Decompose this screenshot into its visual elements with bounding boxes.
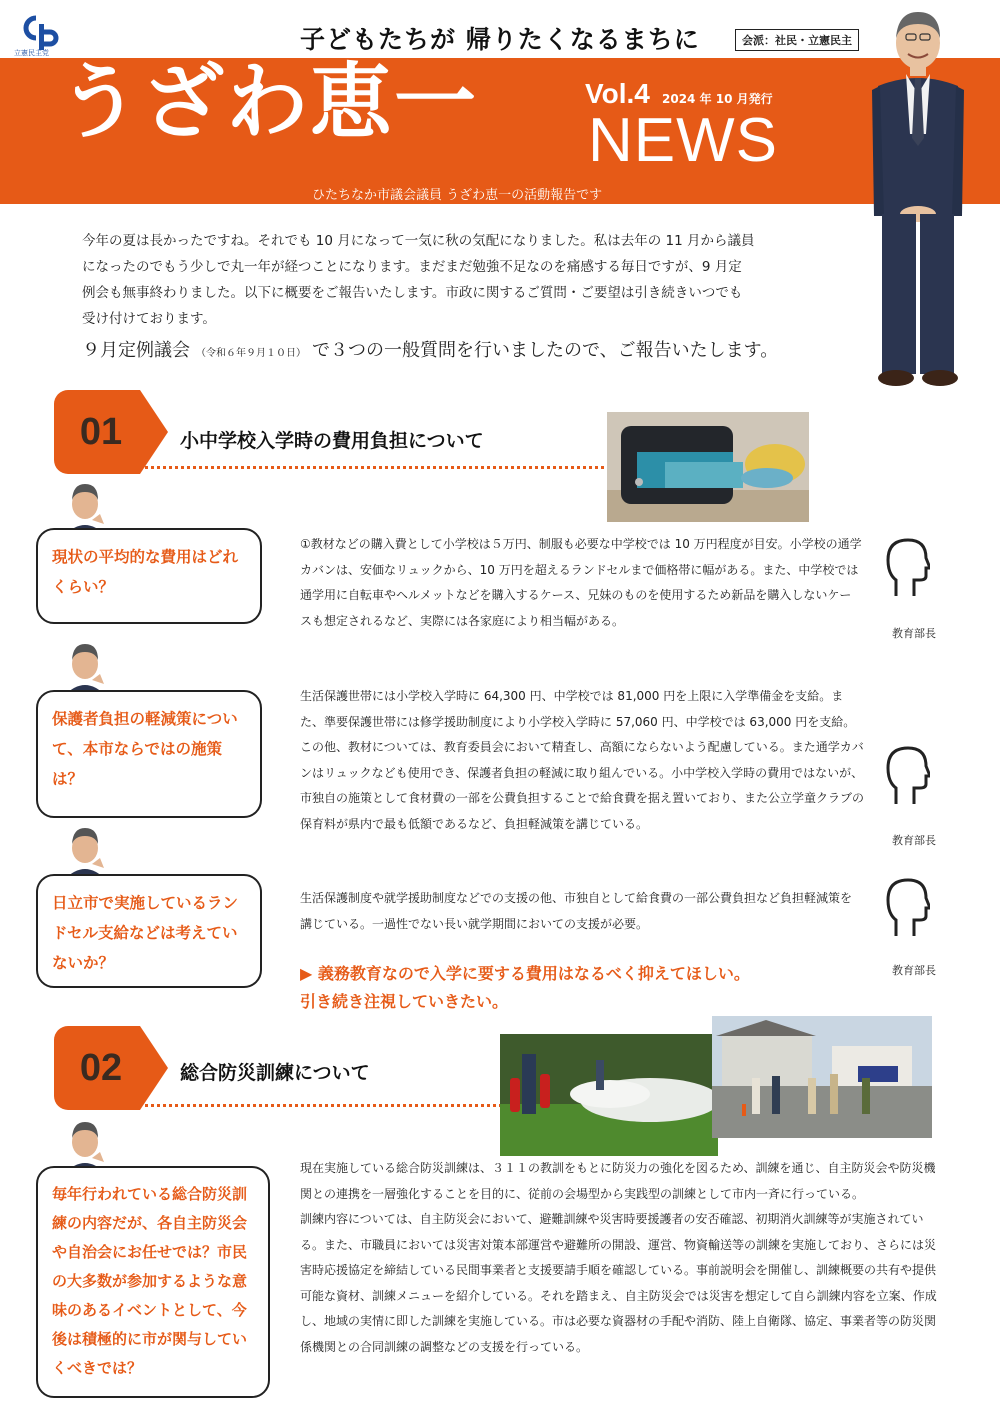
intro-line: になったのでもう少しで丸一年が経つことになります。まだまだ勉強不足なのを痛感する毎日ですが、9 月定 — [82, 259, 742, 275]
question-box — [36, 690, 262, 818]
answer-text — [300, 1156, 946, 1360]
session-date: （令和６年９月１０日） — [196, 348, 306, 359]
conclusion-line: ▶ 義務教育なので入学に要する費用はなるべく抑えてほしい。 — [300, 964, 750, 983]
question-box — [36, 528, 262, 624]
section-divider — [134, 1104, 502, 1107]
news-wordmark: NEWS — [588, 106, 778, 175]
councillor-avatar — [56, 824, 114, 880]
question-text: 毎年行われている総合防災訓練の内容だが、各自主防災会や自治会にお任せでは？市民の大多数が参加するような意味のあるイベントとして、今後は積極的に市が関与していくべきでは？ — [52, 1185, 248, 1377]
question-box — [36, 874, 262, 988]
fire-extinguisher-drill-photo — [500, 1034, 718, 1156]
answer-text: 生活保護制度や就学援助制度などでの支援の他、市独自として給食費の一部公費負担など負担軽減策を講じている。一過性でない長い就学期間においての支援が必要。 — [300, 891, 853, 931]
school-bag-photo — [607, 412, 809, 522]
head-silhouette-icon — [884, 876, 930, 942]
respondent-label: 教育部長 — [892, 834, 936, 847]
intro-line: 今年の夏は長かったですね。それでも 10 月になって一気に秋の気配になりました。私は去年の 11 月から議員 — [82, 233, 755, 249]
head-silhouette-icon — [884, 744, 930, 810]
section-divider — [134, 466, 610, 469]
session-name: ９月定例議会 — [82, 340, 190, 361]
question-box — [36, 1166, 270, 1398]
newsletter-subtitle: ひたちなか市議会議員 うざわ恵一の活動報告です — [312, 188, 603, 203]
party-logo-caption: 立憲民主党 — [14, 49, 49, 57]
answer-paragraph: 現在実施している総合防災訓練は、３１１の教訓をもとに防災力の強化を図るため、訓練を通じ、自主防災会や防災機関との連携を一層強化することを目的に、従前の会場型から実践型の訓練として市内一斉に行っている。 — [300, 1161, 936, 1201]
section-number: 01 — [79, 411, 123, 453]
intro-line: 受け付けております。 — [82, 311, 216, 327]
section-number: 02 — [79, 1047, 123, 1089]
question-text: 日立市で実施しているランドセル支給などは考えていないか？ — [52, 894, 239, 972]
newsletter-title: うざわ恵一 — [58, 55, 479, 150]
session-summary — [82, 336, 778, 362]
section-title: 総合防災訓練について — [180, 1062, 370, 1084]
party-affiliation-badge: 会派：社民・立憲民主 — [735, 29, 859, 51]
question-text: 保護者負担の軽減策について、本市ならではの施策は？ — [52, 710, 238, 788]
tagline: 子どもたちが 帰りたくなるまちに — [300, 25, 700, 54]
question-text: 現状の平均的な費用はどれくらい？ — [52, 548, 239, 596]
respondent-label: 教育部長 — [892, 627, 936, 640]
volume-label: Vol.4 — [585, 78, 650, 109]
section-conclusion — [300, 960, 750, 1016]
answer-text: ①教材などの購入費として小学校は５万円、制服も必要な中学校では 10 万円程度が目安。小学校の通学カバンは、安価なリュックから、10 万円を超えるランドセルまで価格帯に幅がある。また、中学校では通学用に自転車やヘルメットなどを購入するケース、兄妹のものを使用するため新品を購入しないケースも想定されるなど、実際には各家庭により相当幅がある。 — [300, 537, 862, 628]
head-silhouette-icon — [884, 536, 930, 602]
respondent-label: 教育部長 — [892, 964, 936, 977]
intro-line: 例会も無事終わりました。以下に概要をご報告いたします。市政に関するご質問・ご要望は引き続きいつでも — [82, 285, 743, 301]
issue-date: 2024 年 10 月発行 — [662, 92, 773, 106]
section-number-badge — [54, 390, 168, 474]
session-text: で３つの一般質問を行いましたので、ご報告いたします。 — [312, 340, 779, 361]
conclusion-line: 引き続き注視していきたい。 — [300, 992, 509, 1011]
answer-paragraph: 訓練内容については、自主防災会において、避難訓練や災害時要援護者の安否確認、初期消火訓練等が実施されている。また、市職員においては災害対策本部運営や避難所の開設、運営、物資輸送等の訓練を実施しており、さらには災害時応援協定を締結している民間事業者と支援要請手順を確認している。事前説明会を開催し、訓練概要の共有や提供可能な資材、訓練メニューを紹介している。それを踏まえ、自主防災会では災害を想定して自ら訓練内容を立案、作成し、地域の実情に即した訓練を実施している。市は必要な資器材の手配や消防、陸上自衛隊、協定、事業者等の防災関係機関との合同訓練の調整などの支援を行っている。 — [300, 1212, 937, 1354]
councillor-avatar — [56, 640, 114, 696]
section-number-badge — [54, 1026, 168, 1110]
evacuation-drill-photo — [712, 1016, 932, 1138]
section-title: 小中学校入学時の費用負担について — [180, 430, 484, 452]
intro-paragraph — [82, 228, 842, 332]
councillor-portrait — [858, 8, 978, 388]
answer-text: 生活保護世帯には小学校入学時に 64,300 円、中学校では 81,000 円を上限に入学準備金を支給。また、準要保護世帯には修学援助制度により小学校入学時に 57,060 円、中学校では 63,000 円を支給。この他、教材については、教育委員会において精査し、高額にならないよう配慮している。また通学カバンはリュックなども使用でき、保護者負担の軽減に取り組んでいる。小中学校入学時の費用ではないが、市独自の施策として食材費の一部を公費負担することで給食費を据え置いており、また公立学童クラブの保育料が県内で最も低額であるなど、負担軽減策を講じている。 — [300, 689, 865, 831]
